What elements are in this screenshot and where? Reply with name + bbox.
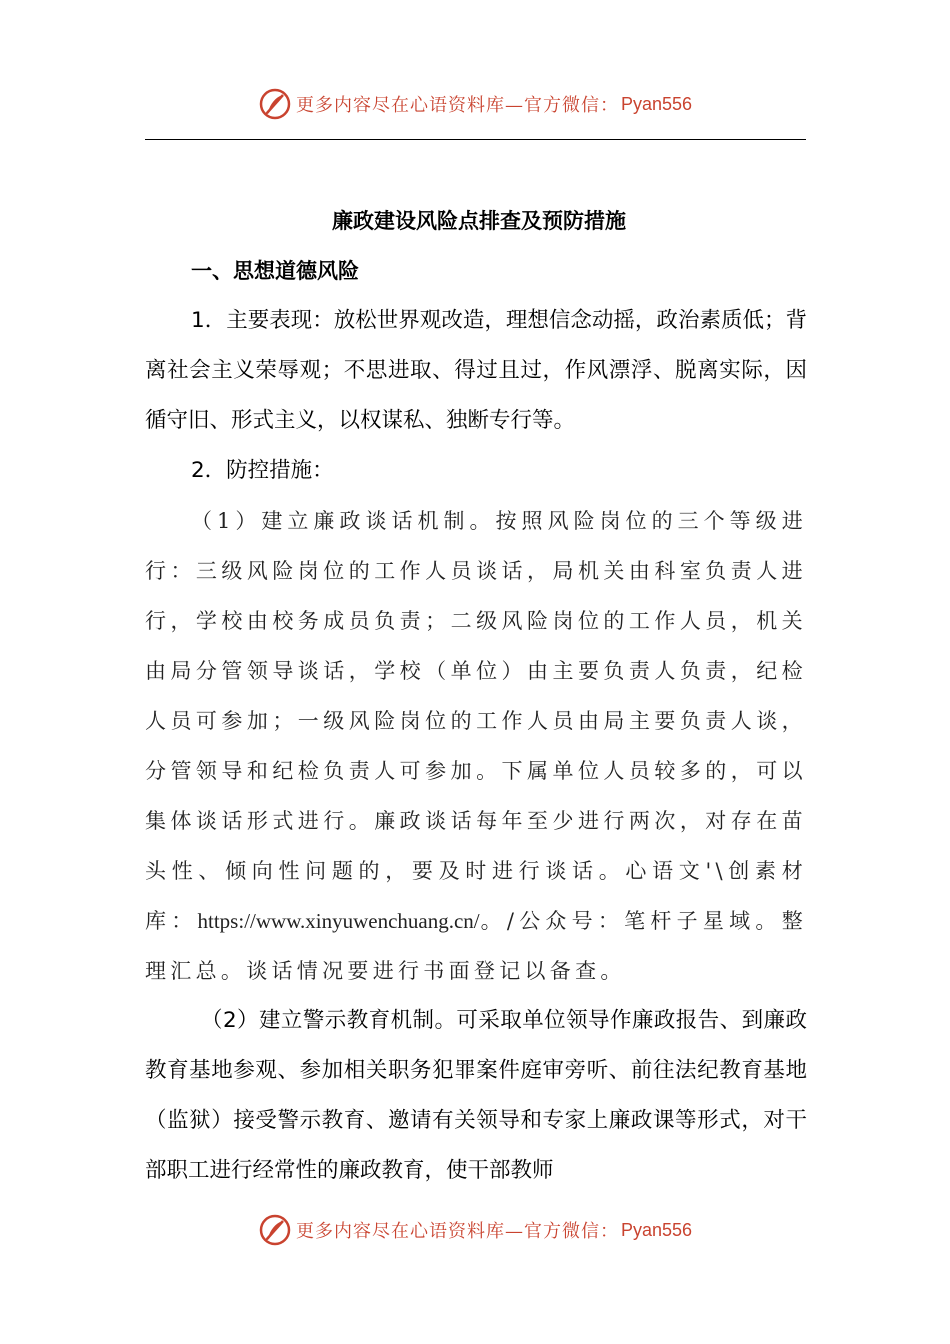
paragraph-talk-mechanism [145,496,807,996]
paragraph-main-manifestations: 1．主要表现：放松世界观改造，理想信念动摇，政治素质低；背离社会主义荣辱观；不思进取、得过且过，作风漂浮、脱离实际，因循守旧、形式主义，以权谋私、独断专行等。 [145,308,807,433]
footer-banner [0,1210,950,1250]
banner-wechat-id: Pyan556 [620,93,693,114]
paragraph-warning-education: （2）建立警示教育机制。可采取单位领导作廉政报告、到廉政教育基地参观、参加相关职务犯罪案件庭审旁听、前往法纪教育基地（监狱）接受警示教育、邀请有关领导和专家上廉政课等形式，对干部职工进行经常性的廉政教育，使干部教师 [145,1008,807,1183]
website-url: https://www.xinyuwenchuang.cn/ [197,909,480,933]
document-title: 廉政建设风险点排查及预防措施 [332,209,626,233]
header-divider [145,139,806,140]
quill-pen-logo-icon [258,1213,292,1247]
section-heading: 一、思想道德风险 [191,259,359,283]
footer-banner-text: 更多内容尽在心语资料库—官方微信： [295,1221,619,1242]
document-body [145,196,807,1196]
paragraph-talk-mechanism-text: （1）建立廉政谈话机制。按照风险岗位的三个等级进行：三级风险岗位的工作人员谈话，局机关由科室负责人进行，学校由校务成员负责；二级风险岗位的工作人员，机关由局分管领导谈话，学校（单位）由主要负责人负责，纪检人员可参加；一级风险岗位的工作人员由局主要负责人谈，分管领导和纪检负责人可参加。下属单位人员较多的，可以集体谈话形式进行。廉政谈话每年至少进行两次，对存在苗头性、倾向性问题的，要及时进行谈话。心语文'\创素材库： [145,509,807,933]
quill-pen-logo-icon [258,87,292,121]
banner-text: 更多内容尽在心语资料库—官方微信： [295,95,619,116]
paragraph-control-measures: 2．防控措施： [191,458,334,483]
footer-banner-wechat-id: Pyan556 [620,1219,693,1240]
header-banner [0,84,950,124]
paragraph-talk-mechanism-text-end: 。/公众号：笔杆子星域。整理汇总。谈话情况要进行书面登记以备查。 [145,909,807,983]
